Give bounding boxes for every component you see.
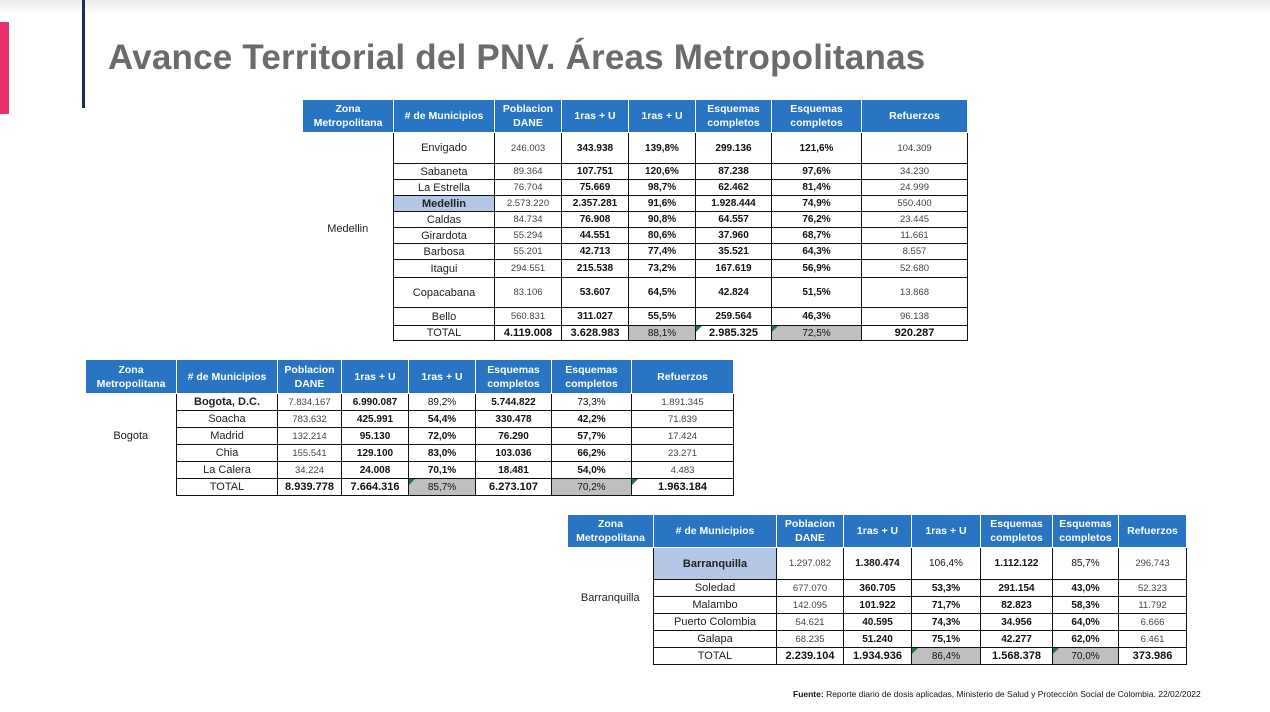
cell-refuerzos: 23.445 — [862, 212, 968, 228]
col-esquemas-pct: Esquemas completos — [1053, 515, 1119, 548]
cell-poblacion: 83.106 — [495, 278, 562, 308]
cell-municipio: Soacha — [177, 411, 278, 428]
cell-esquemas: 87.238 — [696, 164, 772, 180]
cell-primeras-pct: 106,4% — [912, 548, 981, 580]
table-row — [568, 580, 1187, 597]
cell-primeras-pct: 53,3% — [912, 580, 981, 597]
table-row — [568, 597, 1187, 614]
cell-esquemas-pct: 64,3% — [772, 244, 862, 260]
cell-esquemas-pct: 58,3% — [1053, 597, 1119, 614]
zone-label: Barranquilla — [580, 591, 640, 604]
cell-esquemas: 259.564 — [696, 308, 772, 326]
cell-primeras: 42.713 — [562, 244, 629, 260]
cell-esquemas-pct: 81,4% — [772, 180, 862, 196]
table-header-row — [303, 100, 968, 133]
cell-poblacion: 132.214 — [278, 428, 342, 445]
cell-municipio: Soledad — [654, 580, 777, 597]
cell-poblacion: 677.070 — [777, 580, 844, 597]
cell-refuerzos: 550.400 — [862, 196, 968, 212]
table-row — [568, 631, 1187, 648]
cell-municipio: Chia — [177, 445, 278, 462]
cell-poblacion: 155.541 — [278, 445, 342, 462]
cell-primeras: 3.628.983 — [562, 326, 629, 341]
cell-esquemas: 82.823 — [981, 597, 1053, 614]
cell-esquemas: 42.824 — [696, 278, 772, 308]
cell-primeras-pct: 54,4% — [409, 411, 476, 428]
cell-poblacion: 2.239.104 — [777, 648, 844, 665]
cell-poblacion: 84.734 — [495, 212, 562, 228]
cell-refuerzos: 1.891.345 — [632, 394, 734, 411]
cell-esquemas-pct: 64,0% — [1053, 614, 1119, 631]
total-row — [86, 479, 734, 496]
cell-primeras-pct: 80,6% — [629, 228, 696, 244]
cell-municipio: Envigado — [394, 133, 495, 164]
source-label: Fuente: — [793, 689, 824, 699]
cell-poblacion: 142.095 — [777, 597, 844, 614]
cell-primeras: 6.990.087 — [342, 394, 409, 411]
cell-esquemas: 62.462 — [696, 180, 772, 196]
cell-primeras-pct: 91,6% — [629, 196, 696, 212]
cell-refuerzos: 920.287 — [862, 326, 968, 341]
table-row — [303, 260, 968, 278]
table-row — [86, 462, 734, 479]
table-row — [86, 428, 734, 445]
cell-primeras-pct: 86,4% — [912, 648, 981, 665]
col-esquemas-pct: Esquemas completos — [552, 360, 632, 394]
medellin-table — [302, 99, 968, 341]
cell-esquemas-pct: 57,7% — [552, 428, 632, 445]
cell-refuerzos: 23.271 — [632, 445, 734, 462]
cell-poblacion: 8.939.778 — [278, 479, 342, 496]
table-row — [303, 196, 968, 212]
col-zona: Zona Metropolitana — [303, 100, 394, 133]
col-municipios: # de Municipios — [177, 360, 278, 394]
cell-esquemas: 2.985.325 — [696, 326, 772, 341]
cell-esquemas-pct: 97,6% — [772, 164, 862, 180]
cell-municipio: Bogota, D.C. — [177, 394, 278, 411]
cell-esquemas-pct: 66,2% — [552, 445, 632, 462]
cell-esquemas: 64.557 — [696, 212, 772, 228]
table-header-row — [568, 515, 1187, 548]
cell-primeras: 44.551 — [562, 228, 629, 244]
top-shadow — [0, 0, 1270, 14]
col-refuerzos: Refuerzos — [862, 100, 968, 133]
cell-poblacion: 7.834.167 — [278, 394, 342, 411]
cell-municipio: Girardota — [394, 228, 495, 244]
cell-primeras: 1.934.936 — [844, 648, 912, 665]
cell-esquemas-pct: 46,3% — [772, 308, 862, 326]
table-row — [303, 164, 968, 180]
cell-primeras-pct: 71,7% — [912, 597, 981, 614]
col-poblacion: Poblacion DANE — [777, 515, 844, 548]
cell-primeras-pct: 88,1% — [629, 326, 696, 341]
cell-esquemas: 76.290 — [476, 428, 552, 445]
cell-municipio: Barranquilla — [654, 548, 777, 580]
cell-refuerzos: 96.138 — [862, 308, 968, 326]
cell-primeras: 24.008 — [342, 462, 409, 479]
cell-municipio: Bello — [394, 308, 495, 326]
table-row — [568, 614, 1187, 631]
barranquilla-table — [567, 514, 1187, 665]
cell-esquemas-pct: 73,3% — [552, 394, 632, 411]
cell-municipio: Caldas — [394, 212, 495, 228]
cell-esquemas-pct: 43,0% — [1053, 580, 1119, 597]
cell-esquemas: 37.960 — [696, 228, 772, 244]
col-municipios: # de Municipios — [654, 515, 777, 548]
col-refuerzos: Refuerzos — [632, 360, 734, 394]
cell-esquemas-pct: 56,9% — [772, 260, 862, 278]
cell-esquemas: 103.036 — [476, 445, 552, 462]
cell-municipio: Copacabana — [394, 278, 495, 308]
cell-refuerzos: 17.424 — [632, 428, 734, 445]
col-poblacion: Poblacion DANE — [495, 100, 562, 133]
cell-primeras-pct: 77,4% — [629, 244, 696, 260]
cell-primeras-pct: 74,3% — [912, 614, 981, 631]
col-esquemas: Esquemas completos — [981, 515, 1053, 548]
cell-primeras-pct: 70,1% — [409, 462, 476, 479]
cell-primeras: 129.100 — [342, 445, 409, 462]
cell-primeras-pct: 55,5% — [629, 308, 696, 326]
cell-esquemas: 1.568.378 — [981, 648, 1053, 665]
cell-poblacion: 1.297.082 — [777, 548, 844, 580]
table-row — [303, 133, 968, 164]
cell-primeras: 311.027 — [562, 308, 629, 326]
col-primeras-pct: 1ras + U — [629, 100, 696, 133]
cell-esquemas-pct: 68,7% — [772, 228, 862, 244]
cell-poblacion: 2.573.220 — [495, 196, 562, 212]
cell-refuerzos: 6.461 — [1119, 631, 1187, 648]
table-row — [303, 228, 968, 244]
col-zona: Zona Metropolitana — [568, 515, 654, 548]
source-note — [793, 689, 1201, 699]
cell-primeras: 53.607 — [562, 278, 629, 308]
col-primeras: 1ras + U — [562, 100, 629, 133]
col-primeras-pct: 1ras + U — [912, 515, 981, 548]
cell-poblacion: 55.201 — [495, 244, 562, 260]
cell-municipio: Sabaneta — [394, 164, 495, 180]
cell-esquemas: 18.481 — [476, 462, 552, 479]
cell-primeras: 7.664.316 — [342, 479, 409, 496]
empty-cell — [86, 479, 177, 496]
cell-refuerzos: 1.963.184 — [632, 479, 734, 496]
col-esquemas: Esquemas completos — [476, 360, 552, 394]
table-row — [303, 308, 968, 326]
cell-poblacion: 4.119.008 — [495, 326, 562, 341]
table-row — [86, 445, 734, 462]
cell-esquemas-pct: 51,5% — [772, 278, 862, 308]
table-row — [86, 411, 734, 428]
cell-primeras-pct: 90,8% — [629, 212, 696, 228]
cell-esquemas-pct: 54,0% — [552, 462, 632, 479]
cell-primeras: 101.922 — [844, 597, 912, 614]
cell-refuerzos: 104.309 — [862, 133, 968, 164]
cell-primeras-pct: 83,0% — [409, 445, 476, 462]
table-row — [303, 244, 968, 260]
table-row — [568, 548, 1187, 580]
cell-primeras-pct: 120,6% — [629, 164, 696, 180]
cell-poblacion: 783.632 — [278, 411, 342, 428]
cell-esquemas-pct: 121,6% — [772, 133, 862, 164]
cell-primeras-pct: 72,0% — [409, 428, 476, 445]
cell-municipio: Medellin — [394, 196, 495, 212]
cell-primeras: 51.240 — [844, 631, 912, 648]
cell-primeras-pct: 73,2% — [629, 260, 696, 278]
cell-municipio: La Calera — [177, 462, 278, 479]
col-primeras: 1ras + U — [342, 360, 409, 394]
col-esquemas-pct: Esquemas completos — [772, 100, 862, 133]
cell-municipio: Barbosa — [394, 244, 495, 260]
cell-primeras: 95.130 — [342, 428, 409, 445]
cell-primeras-pct: 75,1% — [912, 631, 981, 648]
cell-esquemas-pct: 76,2% — [772, 212, 862, 228]
cell-primeras: 40.595 — [844, 614, 912, 631]
cell-refuerzos: 6.666 — [1119, 614, 1187, 631]
cell-primeras: 75.669 — [562, 180, 629, 196]
cell-esquemas: 299.136 — [696, 133, 772, 164]
cell-esquemas: 1.928.444 — [696, 196, 772, 212]
cell-municipio: Puerto Colombia — [654, 614, 777, 631]
table-header-row — [86, 360, 734, 394]
cell-primeras: 360.705 — [844, 580, 912, 597]
cell-esquemas: 34.956 — [981, 614, 1053, 631]
cell-esquemas: 291.154 — [981, 580, 1053, 597]
empty-cell — [303, 326, 394, 341]
cell-primeras: 2.357.281 — [562, 196, 629, 212]
cell-primeras: 76.908 — [562, 212, 629, 228]
cell-refuerzos: 4.483 — [632, 462, 734, 479]
cell-refuerzos: 373.986 — [1119, 648, 1187, 665]
cell-primeras-pct: 89,2% — [409, 394, 476, 411]
table-row — [303, 212, 968, 228]
cell-esquemas: 167.619 — [696, 260, 772, 278]
cell-poblacion: 89.364 — [495, 164, 562, 180]
cell-esquemas-pct: 70,0% — [1053, 648, 1119, 665]
table-row — [86, 394, 734, 411]
cell-poblacion: 55.294 — [495, 228, 562, 244]
col-poblacion: Poblacion DANE — [278, 360, 342, 394]
cell-poblacion: 76.704 — [495, 180, 562, 196]
cell-poblacion: 34.224 — [278, 462, 342, 479]
col-zona: Zona Metropolitana — [86, 360, 177, 394]
cell-primeras: 215.538 — [562, 260, 629, 278]
cell-primeras: 1.380.474 — [844, 548, 912, 580]
cell-refuerzos: 13.868 — [862, 278, 968, 308]
cell-poblacion: 246.003 — [495, 133, 562, 164]
cell-poblacion: 54.621 — [777, 614, 844, 631]
cell-poblacion: 560.831 — [495, 308, 562, 326]
cell-refuerzos: 11.661 — [862, 228, 968, 244]
cell-esquemas: 330.478 — [476, 411, 552, 428]
col-primeras: 1ras + U — [844, 515, 912, 548]
page-title: Avance Territorial del PNV. Áreas Metropolitanas — [108, 38, 926, 77]
cell-primeras: 343.938 — [562, 133, 629, 164]
cell-label: TOTAL — [654, 648, 777, 665]
cell-primeras-pct: 85,7% — [409, 479, 476, 496]
cell-municipio: La Estrella — [394, 180, 495, 196]
cell-municipio: Malambo — [654, 597, 777, 614]
total-row — [568, 648, 1187, 665]
zone-label: Bogota — [113, 430, 149, 443]
table-row — [303, 180, 968, 196]
cell-primeras: 425.991 — [342, 411, 409, 428]
cell-primeras-pct: 139,8% — [629, 133, 696, 164]
cell-poblacion: 294.551 — [495, 260, 562, 278]
cell-label: TOTAL — [177, 479, 278, 496]
cell-refuerzos: 34.230 — [862, 164, 968, 180]
cell-refuerzos: 71.839 — [632, 411, 734, 428]
cell-esquemas: 5.744.822 — [476, 394, 552, 411]
accent-bar — [0, 22, 9, 114]
cell-poblacion: 68.235 — [777, 631, 844, 648]
col-esquemas: Esquemas completos — [696, 100, 772, 133]
source-text: Reporte diario de dosis aplicadas, Ministerio de Salud y Protección Social de Colombia. 22/02/2022 — [823, 689, 1201, 699]
table-row — [303, 278, 968, 308]
cell-esquemas-pct: 85,7% — [1053, 548, 1119, 580]
cell-esquemas: 1.112.122 — [981, 548, 1053, 580]
cell-municipio: Galapa — [654, 631, 777, 648]
cell-refuerzos: 296.743 — [1119, 548, 1187, 580]
zone-label: Medellin — [327, 223, 369, 236]
title-divider — [82, 0, 85, 108]
cell-primeras: 107.751 — [562, 164, 629, 180]
cell-municipio: Itagui — [394, 260, 495, 278]
cell-primeras-pct: 98,7% — [629, 180, 696, 196]
cell-esquemas-pct: 74,9% — [772, 196, 862, 212]
col-refuerzos: Refuerzos — [1119, 515, 1187, 548]
cell-label: TOTAL — [394, 326, 495, 341]
cell-municipio: Madrid — [177, 428, 278, 445]
empty-cell — [568, 648, 654, 665]
cell-esquemas-pct: 72,5% — [772, 326, 862, 341]
cell-refuerzos: 24.999 — [862, 180, 968, 196]
cell-primeras-pct: 64,5% — [629, 278, 696, 308]
cell-esquemas: 35.521 — [696, 244, 772, 260]
cell-refuerzos: 52.680 — [862, 260, 968, 278]
cell-refuerzos: 11.792 — [1119, 597, 1187, 614]
total-row — [303, 326, 968, 341]
cell-esquemas-pct: 62,0% — [1053, 631, 1119, 648]
cell-esquemas: 6.273.107 — [476, 479, 552, 496]
cell-esquemas-pct: 70,2% — [552, 479, 632, 496]
cell-refuerzos: 52.323 — [1119, 580, 1187, 597]
cell-esquemas: 42.277 — [981, 631, 1053, 648]
cell-refuerzos: 8.557 — [862, 244, 968, 260]
col-primeras-pct: 1ras + U — [409, 360, 476, 394]
col-municipios: # de Municipios — [394, 100, 495, 133]
cell-esquemas-pct: 42,2% — [552, 411, 632, 428]
bogota-table — [85, 359, 734, 496]
